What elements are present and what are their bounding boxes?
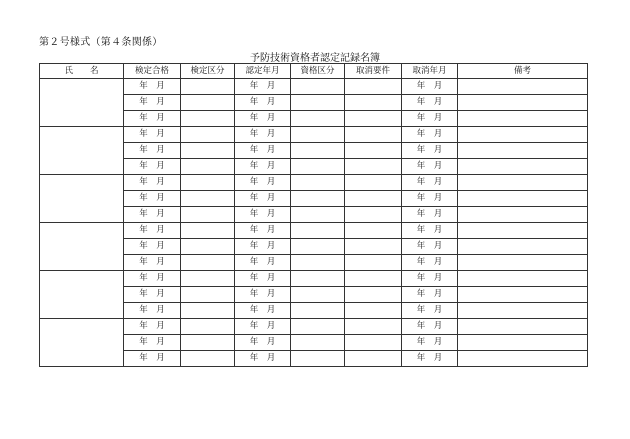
cert-date-cell[interactable] (235, 111, 291, 127)
year-month-label: 年 月 (249, 81, 276, 91)
qual-category-cell[interactable] (291, 127, 345, 143)
year-month-label: 年 月 (139, 193, 165, 203)
remarks-cell[interactable] (458, 287, 588, 303)
revoke-reason-cell[interactable] (345, 79, 402, 95)
remarks-cell[interactable] (458, 223, 588, 239)
year-month-label: 年 月 (416, 129, 443, 139)
qual-category-cell[interactable] (291, 351, 345, 367)
cert-date-cell[interactable] (235, 191, 291, 207)
year-month-label: 年 月 (139, 353, 165, 363)
year-month-label: 年 月 (139, 177, 165, 187)
col-header-exam-pass: 検定合格 (124, 64, 181, 79)
year-month-label: 年 月 (416, 257, 443, 267)
qual-category-cell[interactable] (291, 319, 345, 335)
exam-category-cell[interactable] (181, 239, 235, 255)
exam-category-cell[interactable] (181, 335, 235, 351)
cert-date-cell[interactable] (235, 255, 291, 271)
exam-category-cell[interactable] (181, 271, 235, 287)
name-cell[interactable] (40, 127, 124, 175)
qual-category-cell[interactable] (291, 191, 345, 207)
year-month-label: 年 月 (249, 161, 276, 171)
exam-pass-cell[interactable] (124, 207, 181, 223)
exam-pass-cell[interactable] (124, 191, 181, 207)
exam-pass-cell[interactable] (124, 223, 181, 239)
revoke-reason-cell[interactable] (345, 143, 402, 159)
name-cell[interactable] (40, 271, 124, 319)
year-month-label: 年 月 (139, 209, 165, 219)
remarks-cell[interactable] (458, 143, 588, 159)
exam-category-cell[interactable] (181, 175, 235, 191)
revoke-date-cell[interactable] (402, 287, 458, 303)
remarks-cell[interactable] (458, 127, 588, 143)
qual-category-cell[interactable] (291, 207, 345, 223)
exam-pass-cell[interactable] (124, 351, 181, 367)
year-month-label: 年 月 (416, 353, 443, 363)
exam-pass-cell[interactable] (124, 255, 181, 271)
revoke-reason-cell[interactable] (345, 239, 402, 255)
year-month-label: 年 月 (416, 145, 443, 155)
remarks-cell[interactable] (458, 95, 588, 111)
exam-category-cell[interactable] (181, 319, 235, 335)
table-row (40, 79, 588, 95)
year-month-label: 年 月 (416, 321, 443, 331)
year-month-label: 年 月 (139, 113, 165, 123)
qual-category-cell[interactable] (291, 255, 345, 271)
year-month-label: 年 月 (139, 305, 165, 315)
year-month-label: 年 月 (249, 241, 276, 251)
remarks-cell[interactable] (458, 319, 588, 335)
register-table (39, 63, 588, 367)
revoke-date-cell[interactable] (402, 271, 458, 287)
exam-pass-cell[interactable] (124, 111, 181, 127)
exam-pass-cell[interactable] (124, 319, 181, 335)
year-month-label: 年 月 (139, 97, 165, 107)
name-cell[interactable] (40, 319, 124, 367)
year-month-label: 年 月 (139, 129, 165, 139)
cert-date-cell[interactable] (235, 207, 291, 223)
year-month-label: 年 月 (249, 113, 276, 123)
year-month-label: 年 月 (249, 273, 276, 283)
exam-category-cell[interactable] (181, 303, 235, 319)
year-month-label: 年 月 (249, 129, 276, 139)
qual-category-cell[interactable] (291, 175, 345, 191)
year-month-label: 年 月 (416, 161, 443, 171)
table-row (40, 127, 588, 143)
col-header-qual-category: 資格区分 (291, 64, 345, 79)
revoke-reason-cell[interactable] (345, 303, 402, 319)
revoke-reason-cell[interactable] (345, 319, 402, 335)
remarks-cell[interactable] (458, 79, 588, 95)
remarks-cell[interactable] (458, 335, 588, 351)
exam-category-cell[interactable] (181, 351, 235, 367)
revoke-reason-cell[interactable] (345, 127, 402, 143)
year-month-label: 年 月 (416, 81, 443, 91)
cert-date-cell[interactable] (235, 175, 291, 191)
revoke-reason-cell[interactable] (345, 287, 402, 303)
qual-category-cell[interactable] (291, 223, 345, 239)
revoke-date-cell[interactable] (402, 303, 458, 319)
year-month-label: 年 月 (139, 161, 165, 171)
revoke-date-cell[interactable] (402, 79, 458, 95)
exam-pass-cell[interactable] (124, 143, 181, 159)
year-month-label: 年 月 (249, 145, 276, 155)
year-month-label: 年 月 (139, 321, 165, 331)
remarks-cell[interactable] (458, 239, 588, 255)
exam-category-cell[interactable] (181, 287, 235, 303)
revoke-date-cell[interactable] (402, 191, 458, 207)
cert-date-cell[interactable] (235, 271, 291, 287)
year-month-label: 年 月 (416, 209, 443, 219)
table-row (40, 223, 588, 239)
revoke-date-cell[interactable] (402, 111, 458, 127)
year-month-label: 年 月 (139, 241, 165, 251)
col-header-revoke-reason: 取消要件 (345, 64, 402, 79)
year-month-label: 年 月 (249, 177, 276, 187)
year-month-label: 年 月 (416, 273, 443, 283)
revoke-reason-cell[interactable] (345, 159, 402, 175)
exam-pass-cell[interactable] (124, 79, 181, 95)
remarks-cell[interactable] (458, 111, 588, 127)
document-title: 予防技術資格者認定記録名簿 (250, 53, 380, 64)
revoke-reason-cell[interactable] (345, 191, 402, 207)
exam-pass-cell[interactable] (124, 239, 181, 255)
exam-category-cell[interactable] (181, 223, 235, 239)
revoke-date-cell[interactable] (402, 143, 458, 159)
exam-category-cell[interactable] (181, 111, 235, 127)
cert-date-cell[interactable] (235, 143, 291, 159)
qual-category-cell[interactable] (291, 143, 345, 159)
exam-pass-cell[interactable] (124, 159, 181, 175)
year-month-label: 年 月 (249, 193, 276, 203)
year-month-label: 年 月 (139, 273, 165, 283)
remarks-cell[interactable] (458, 351, 588, 367)
revoke-date-cell[interactable] (402, 159, 458, 175)
name-cell[interactable] (40, 79, 124, 127)
cert-date-cell[interactable] (235, 287, 291, 303)
exam-pass-cell[interactable] (124, 127, 181, 143)
remarks-cell[interactable] (458, 207, 588, 223)
remarks-cell[interactable] (458, 271, 588, 287)
year-month-label: 年 月 (416, 97, 443, 107)
col-header-exam-category: 検定区分 (181, 64, 235, 79)
cert-date-cell[interactable] (235, 223, 291, 239)
revoke-reason-cell[interactable] (345, 207, 402, 223)
revoke-date-cell[interactable] (402, 127, 458, 143)
cert-date-cell[interactable] (235, 239, 291, 255)
year-month-label: 年 月 (249, 305, 276, 315)
register-body (40, 79, 588, 367)
year-month-label: 年 月 (416, 193, 443, 203)
revoke-date-cell[interactable] (402, 239, 458, 255)
cert-date-cell[interactable] (235, 159, 291, 175)
name-cell[interactable] (40, 223, 124, 271)
year-month-label: 年 月 (416, 337, 443, 347)
year-month-label: 年 月 (139, 145, 165, 155)
year-month-label: 年 月 (416, 113, 443, 123)
year-month-label: 年 月 (416, 241, 443, 251)
qual-category-cell[interactable] (291, 79, 345, 95)
col-header-cert-date: 認定年月 (235, 64, 291, 79)
form-number: 第２号様式（第４条関係） (39, 37, 163, 48)
revoke-reason-cell[interactable] (345, 351, 402, 367)
revoke-reason-cell[interactable] (345, 255, 402, 271)
year-month-label: 年 月 (416, 177, 443, 187)
exam-category-cell[interactable] (181, 127, 235, 143)
revoke-date-cell[interactable] (402, 351, 458, 367)
year-month-label: 年 月 (139, 289, 165, 299)
cert-date-cell[interactable] (235, 95, 291, 111)
qual-category-cell[interactable] (291, 239, 345, 255)
qual-category-cell[interactable] (291, 287, 345, 303)
year-month-label: 年 月 (249, 321, 276, 331)
remarks-cell[interactable] (458, 303, 588, 319)
exam-category-cell[interactable] (181, 207, 235, 223)
name-cell[interactable] (40, 175, 124, 223)
exam-pass-cell[interactable] (124, 95, 181, 111)
revoke-reason-cell[interactable] (345, 111, 402, 127)
revoke-reason-cell[interactable] (345, 335, 402, 351)
exam-category-cell[interactable] (181, 255, 235, 271)
remarks-cell[interactable] (458, 175, 588, 191)
remarks-cell[interactable] (458, 159, 588, 175)
revoke-date-cell[interactable] (402, 335, 458, 351)
exam-category-cell[interactable] (181, 191, 235, 207)
exam-category-cell[interactable] (181, 143, 235, 159)
revoke-date-cell[interactable] (402, 207, 458, 223)
year-month-label: 年 月 (139, 257, 165, 267)
cert-date-cell[interactable] (235, 79, 291, 95)
revoke-date-cell[interactable] (402, 95, 458, 111)
year-month-label: 年 月 (416, 305, 443, 315)
col-header-name: 氏 名 (40, 64, 124, 79)
revoke-reason-cell[interactable] (345, 223, 402, 239)
qual-category-cell[interactable] (291, 95, 345, 111)
year-month-label: 年 月 (416, 225, 443, 235)
year-month-label: 年 月 (249, 225, 276, 235)
year-month-label: 年 月 (249, 97, 276, 107)
cert-date-cell[interactable] (235, 351, 291, 367)
revoke-reason-cell[interactable] (345, 271, 402, 287)
revoke-date-cell[interactable] (402, 223, 458, 239)
exam-category-cell[interactable] (181, 159, 235, 175)
exam-pass-cell[interactable] (124, 335, 181, 351)
cert-date-cell[interactable] (235, 303, 291, 319)
col-header-revoke-date: 取消年月 (402, 64, 458, 79)
year-month-label: 年 月 (249, 289, 276, 299)
revoke-reason-cell[interactable] (345, 95, 402, 111)
revoke-date-cell[interactable] (402, 255, 458, 271)
year-month-label: 年 月 (249, 337, 276, 347)
exam-category-cell[interactable] (181, 79, 235, 95)
revoke-reason-cell[interactable] (345, 175, 402, 191)
cert-date-cell[interactable] (235, 127, 291, 143)
cert-date-cell[interactable] (235, 319, 291, 335)
remarks-cell[interactable] (458, 255, 588, 271)
table-row (40, 271, 588, 287)
exam-pass-cell[interactable] (124, 303, 181, 319)
revoke-date-cell[interactable] (402, 175, 458, 191)
header-row (40, 64, 588, 79)
exam-pass-cell[interactable] (124, 287, 181, 303)
table-row (40, 175, 588, 191)
cert-date-cell[interactable] (235, 335, 291, 351)
table-row (40, 319, 588, 335)
year-month-label: 年 月 (139, 81, 165, 91)
year-month-label: 年 月 (139, 337, 165, 347)
year-month-label: 年 月 (139, 225, 165, 235)
remarks-cell[interactable] (458, 191, 588, 207)
revoke-date-cell[interactable] (402, 319, 458, 335)
year-month-label: 年 月 (416, 289, 443, 299)
year-month-label: 年 月 (249, 209, 276, 219)
qual-category-cell[interactable] (291, 303, 345, 319)
exam-pass-cell[interactable] (124, 175, 181, 191)
qual-category-cell[interactable] (291, 271, 345, 287)
exam-category-cell[interactable] (181, 95, 235, 111)
qual-category-cell[interactable] (291, 111, 345, 127)
qual-category-cell[interactable] (291, 159, 345, 175)
qual-category-cell[interactable] (291, 335, 345, 351)
col-header-remarks: 備考 (458, 64, 588, 79)
year-month-label: 年 月 (249, 353, 276, 363)
exam-pass-cell[interactable] (124, 271, 181, 287)
year-month-label: 年 月 (249, 257, 276, 267)
